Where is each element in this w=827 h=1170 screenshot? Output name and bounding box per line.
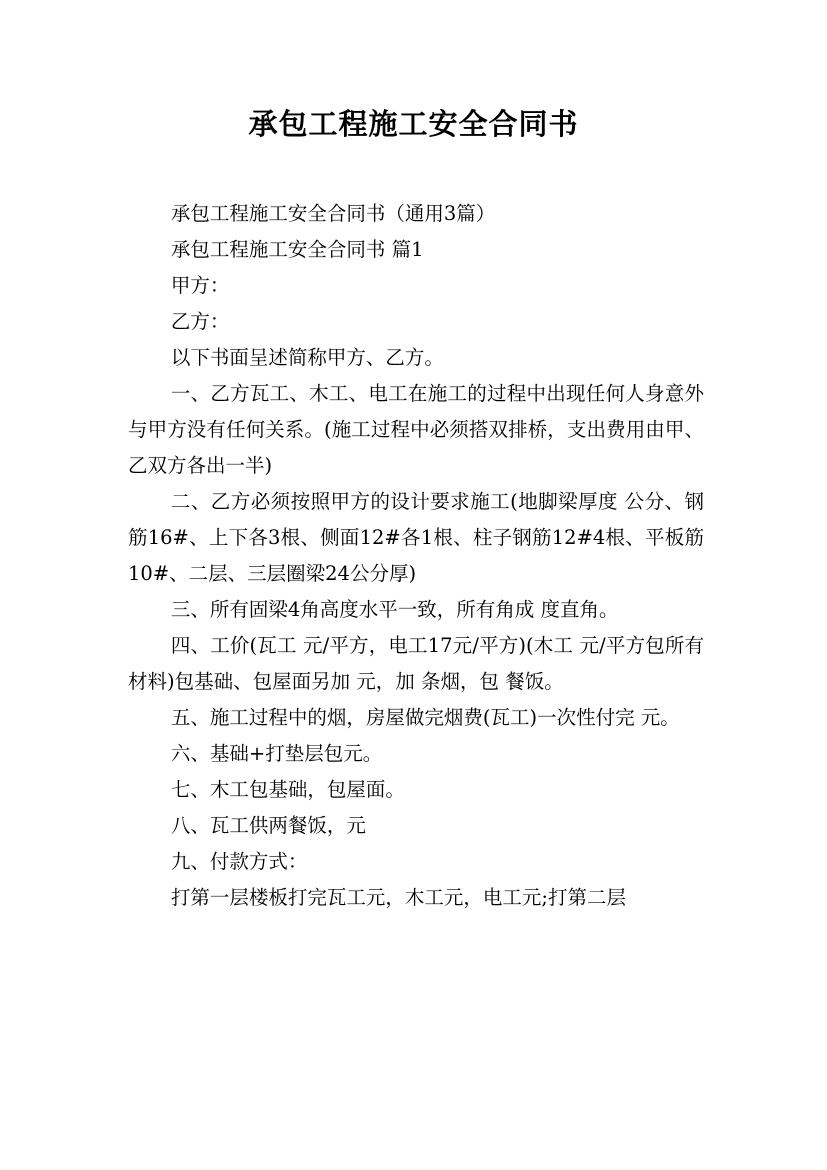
paragraph-clause-1: 一、乙方瓦工、木工、电工在施工的过程中出现任何人身意外与甲方没有任何关系。(施工过程中必须搭双排桥，支出费用由甲、乙双方各出一半): [128, 382, 704, 477]
document-body: [128, 196, 704, 916]
paragraph-clause-6: 六、基础+打垫层包元。: [170, 742, 383, 765]
paragraph-collection-title: 承包工程施工安全合同书（通用3篇）: [170, 202, 496, 225]
paragraph-section-heading: 承包工程施工安全合同书 篇1: [170, 238, 424, 261]
paragraph-abbreviation: 以下书面呈述简称甲方、乙方。: [170, 346, 444, 369]
document-title: 承包工程施工安全合同书: [248, 107, 579, 141]
paragraph-party-b: 乙方：: [170, 310, 230, 333]
paragraph-clause-4: 四、工价(瓦工 元/平方，电工17元/平方)(木工 元/平方包所有材料)包基础、包屋面另加 元，加 条烟，包 餐饭。: [128, 634, 704, 693]
paragraph-clause-9: 九、付款方式：: [170, 850, 308, 873]
paragraph-clause-2: 二、乙方必须按照甲方的设计要求施工(地脚梁厚度 公分、钢筋16#、上下各3根、侧面12#各1根、柱子钢筋12#4根、平板筋10#、二层、三层圈梁24公分厚): [128, 490, 704, 585]
paragraph-party-a: 甲方：: [170, 274, 230, 297]
paragraph-clause-8: 八、瓦工供两餐饭，元: [170, 814, 366, 837]
paragraph-clause-3: 三、所有固梁4角高度水平一致，所有角成 度直角。: [170, 598, 619, 621]
paragraph-clause-7: 七、木工包基础，包屋面。: [170, 778, 405, 801]
paragraph-clause-5: 五、施工过程中的烟，房屋做完烟费(瓦工)一次性付完 元。: [170, 706, 680, 729]
paragraph-payment-terms: 打第一层楼板打完瓦工元，木工元，电工元;打第二层: [170, 886, 626, 909]
